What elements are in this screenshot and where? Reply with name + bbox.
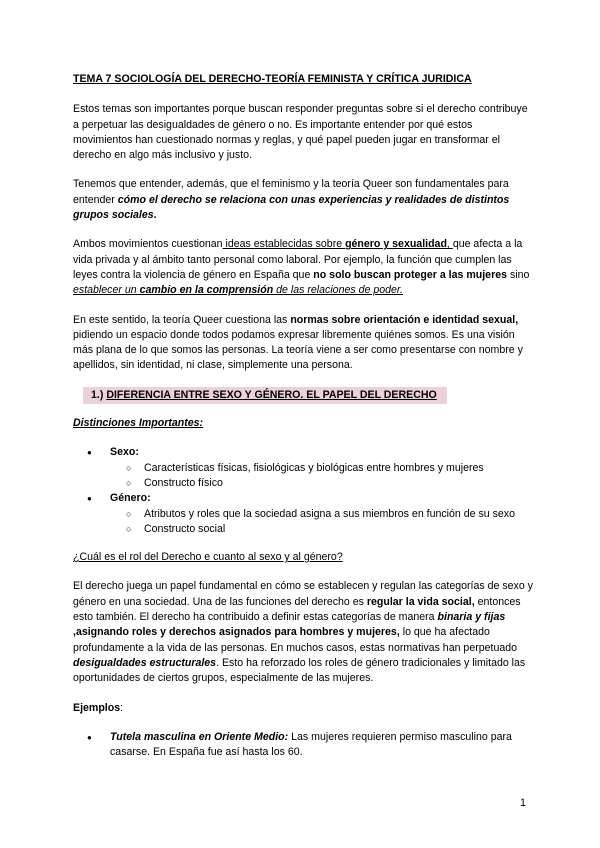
text-run: Tenemos que entender, además, que el feminismo y la teoría Queer son fundamentales para entender (73, 178, 509, 206)
text-run: En este sentido, la teoría Queer cuestiona las (73, 313, 291, 326)
text-run: . (153, 209, 157, 222)
paragraph-intro: Estos temas son importantes porque buscan responder preguntas sobre si el derecho contribuye a perpetuar las desigualdades de género o no. Es importante entender por qué estos movimientos han cuestionado normas y reglas, y qué papel pueden jugar en transformar el derecho en algo más inclusivo y justo. (73, 103, 528, 162)
bold-underlined-text: género y sexualidad (345, 238, 447, 251)
document-page (73, 72, 533, 760)
bold-text: no solo buscan proteger a las mujeres (313, 268, 507, 281)
italic-underlined-text: establecer un (73, 284, 140, 297)
underlined-text: ideas establecidas sobre (222, 238, 346, 251)
text-run: sino (507, 268, 530, 281)
ejemplos-heading (73, 701, 533, 716)
section-number: 1.) (91, 388, 104, 401)
emphasis-text: cómo el derecho se relaciona con unas experiencias y realidades de distintos grupos sociales (73, 193, 510, 222)
text-run: que afecta a la vida privada y al ámbito tanto personal como laboral. Por ejemplo, la función que cumplen las leyes contra la violencia de género en España que (73, 238, 523, 281)
text-run: , (446, 238, 453, 251)
text-run: El derecho juega un papel fundamental en cómo se establecen y regulan las categorías de sexo y género en una sociedad. Una de las funciones del derecho es (73, 580, 533, 608)
sublist-sexo (73, 461, 533, 492)
document-title: TEMA 7 SOCIOLOGÍA DEL DERECHO-TEORÍA FEMINISTA Y CRÍTICA JURIDICA (73, 73, 472, 85)
list-item-genero (73, 491, 533, 537)
bold-italic-text: desigualdades estructurales (73, 656, 217, 669)
example-label: Tutela masculina en Oriente Medio: (110, 730, 289, 743)
example-text: Las mujeres requieren permiso masculino para casarse. En España fue así hasta los 60. (110, 730, 512, 759)
text-run: entonces esto también. El derecho ha contribuido a definir estas categorías de manera (73, 595, 521, 624)
paragraph-teoria-queer (73, 313, 533, 374)
ejemplos-label: Ejemplos (73, 701, 121, 714)
bold-italic-text: binaria y fijas (437, 611, 506, 624)
distinciones-label: Distinciones Importantes: (73, 417, 204, 430)
section-title: DIFERENCIA ENTRE SEXO Y GÉNERO. EL PAPEL DEL DERECHO (106, 388, 437, 401)
list-item: ○ Atributos y roles que la sociedad asigna a sus miembros en función de su sexo (73, 507, 533, 522)
text-run: : (120, 701, 124, 714)
page-number: 1 (520, 797, 526, 809)
paragraph-rol-derecho (73, 579, 533, 686)
bold-text: normas sobre orientación e identidad sexual, (290, 313, 519, 326)
text-run: . Esto ha reforzado los roles de género tradicionales y limitado las oportunidades de ciertos grupos, especialmente de las mujeres. (73, 656, 526, 685)
list-item-label: Género: (110, 492, 151, 505)
paragraph-feminismo-queer (73, 177, 533, 223)
text-run: lo que ha afectado profundamente a la vida de las personas. En muchos casos, estas normativas han perpetuado (73, 626, 518, 654)
text-run: pidiendo un espacio donde todos podamos expresar libremente quiénes somos. Es una visión más plana de lo que somos las personas. La teoría viene a ser como presentarse con nombre y apellidos, sin identidad, ni clase, simplemente una persona. (73, 328, 523, 372)
paragraph-movimientos (73, 237, 533, 298)
bold-italic-underlined-text: cambio en la comprensión (139, 284, 274, 297)
section-heading-1 (83, 387, 447, 404)
list-item-label: Sexo: (110, 446, 139, 459)
list-item: ○ Constructo físico (73, 476, 533, 491)
list-item-tutela (73, 730, 533, 761)
bold-text: ,asignando roles y derechos asignados para hombres y mujeres, (73, 626, 400, 639)
text-run: Ambos movimientos cuestionan (73, 238, 223, 251)
italic-underlined-text: de las relaciones de poder. (273, 284, 403, 297)
sublist-genero (73, 507, 533, 538)
distinciones-list (73, 445, 533, 537)
list-item: ○ Constructo social (73, 522, 533, 537)
question-heading: ¿Cuál es el rol del Derecho e cuanto al sexo y al género? (73, 551, 343, 564)
ejemplos-list (73, 730, 533, 761)
bold-text: regular la vida social, (366, 595, 475, 608)
list-item-sexo (73, 445, 533, 491)
list-item: ○ Características físicas, fisiológicas y biológicas entre hombres y mujeres (73, 461, 533, 476)
